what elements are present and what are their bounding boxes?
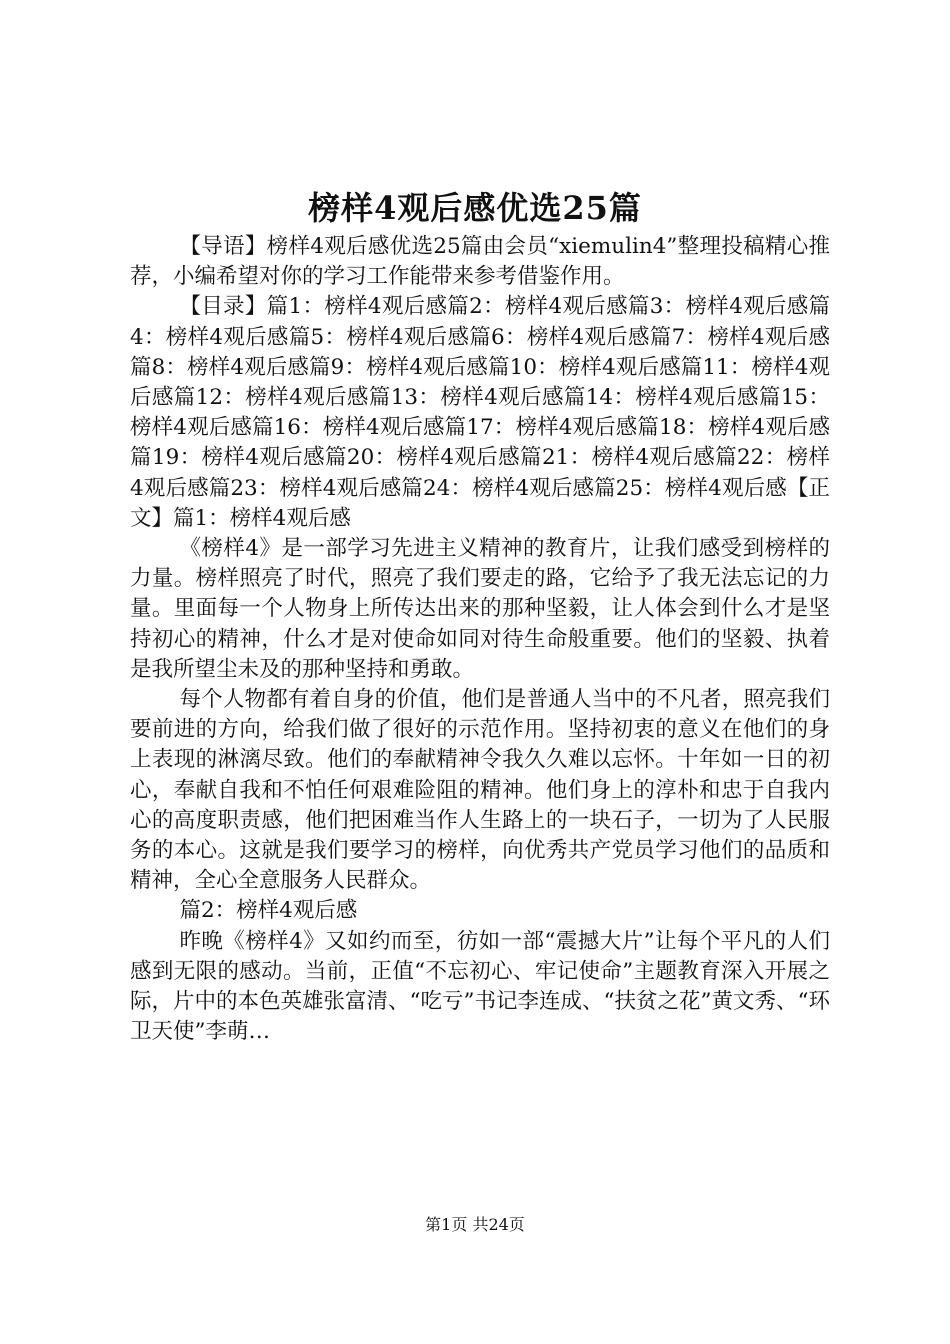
body-paragraph: 昨晚《榜样4》又如约而至，彷如一部“震撼大片”让每个平凡的人们感到无限的感动。当前，正值“不忘初心、牢记使命”主题教育深入开展之际，片中的本色英雄张富清、“吃亏”书记李连成、“扶贫之花”黄文秀、“环卫天使”李萌… [130,928,830,1045]
page-footer: 第1页 共24页 [425,1215,525,1234]
section-heading: 篇2：榜样4观后感 [179,898,358,924]
document-title: 榜样4观后感优选25篇 [308,189,642,227]
table-of-contents-paragraph: 【目录】篇1：榜样4观后感篇2：榜样4观后感篇3：榜样4观后感篇4：榜样4观后感篇5：榜样4观后感篇6：榜样4观后感篇7：榜样4观后感篇8：榜样4观后感篇9：榜样4观后感篇10：榜样4观后感篇11：榜样4观后感篇12：榜样4观后感篇13：榜样4观后感篇14：榜样4观后感篇15：榜样4观后感篇16：榜样4观后感篇17：榜样4观后感篇18：榜样4观后感篇19：榜样4观后感篇20：榜样4观后感篇21：榜样4观后感篇22：榜样4观后感篇23：榜样4观后感篇24：榜样4观后感篇25：榜样4观后感【正文】篇1：榜样4观后感 [130,294,830,531]
document-body [130,232,830,1047]
body-paragraph: 每个人物都有着自身的价值，他们是普通人当中的不凡者，照亮我们要前进的方向，给我们做了很好的示范作用。坚持初衷的意义在他们的身上表现的淋漓尽致。他们的奉献精神令我久久难以忘怀。十年如一日的初心，奉献自我和不怕任何艰难险阻的精神。他们身上的淳朴和忠于自我内心的高度职责感，他们把困难当作人生路上的一块石子，一切为了人民服务的本心。这就是我们要学习的榜样，向优秀共产党员学习他们的品质和精神，全心全意服务人民群众。 [130,687,830,894]
body-paragraph: 《榜样4》是一部学习先进主义精神的教育片，让我们感受到榜样的力量。榜样照亮了时代，照亮了我们要走的路，它给予了我无法忘记的力量。里面每一个人物身上所传达出来的那种坚毅，让人体会到什么才是坚持初心的精神，什么才是对使命如同对待生命般重要。他们的坚毅、执着是我所望尘未及的那种坚持和勇敢。 [130,536,830,682]
intro-paragraph: 【导语】榜样4观后感优选25篇由会员“xiemulin4”整理投稿精心推荐，小编希望对你的学习工作能带来参考借鉴作用。 [130,234,830,290]
